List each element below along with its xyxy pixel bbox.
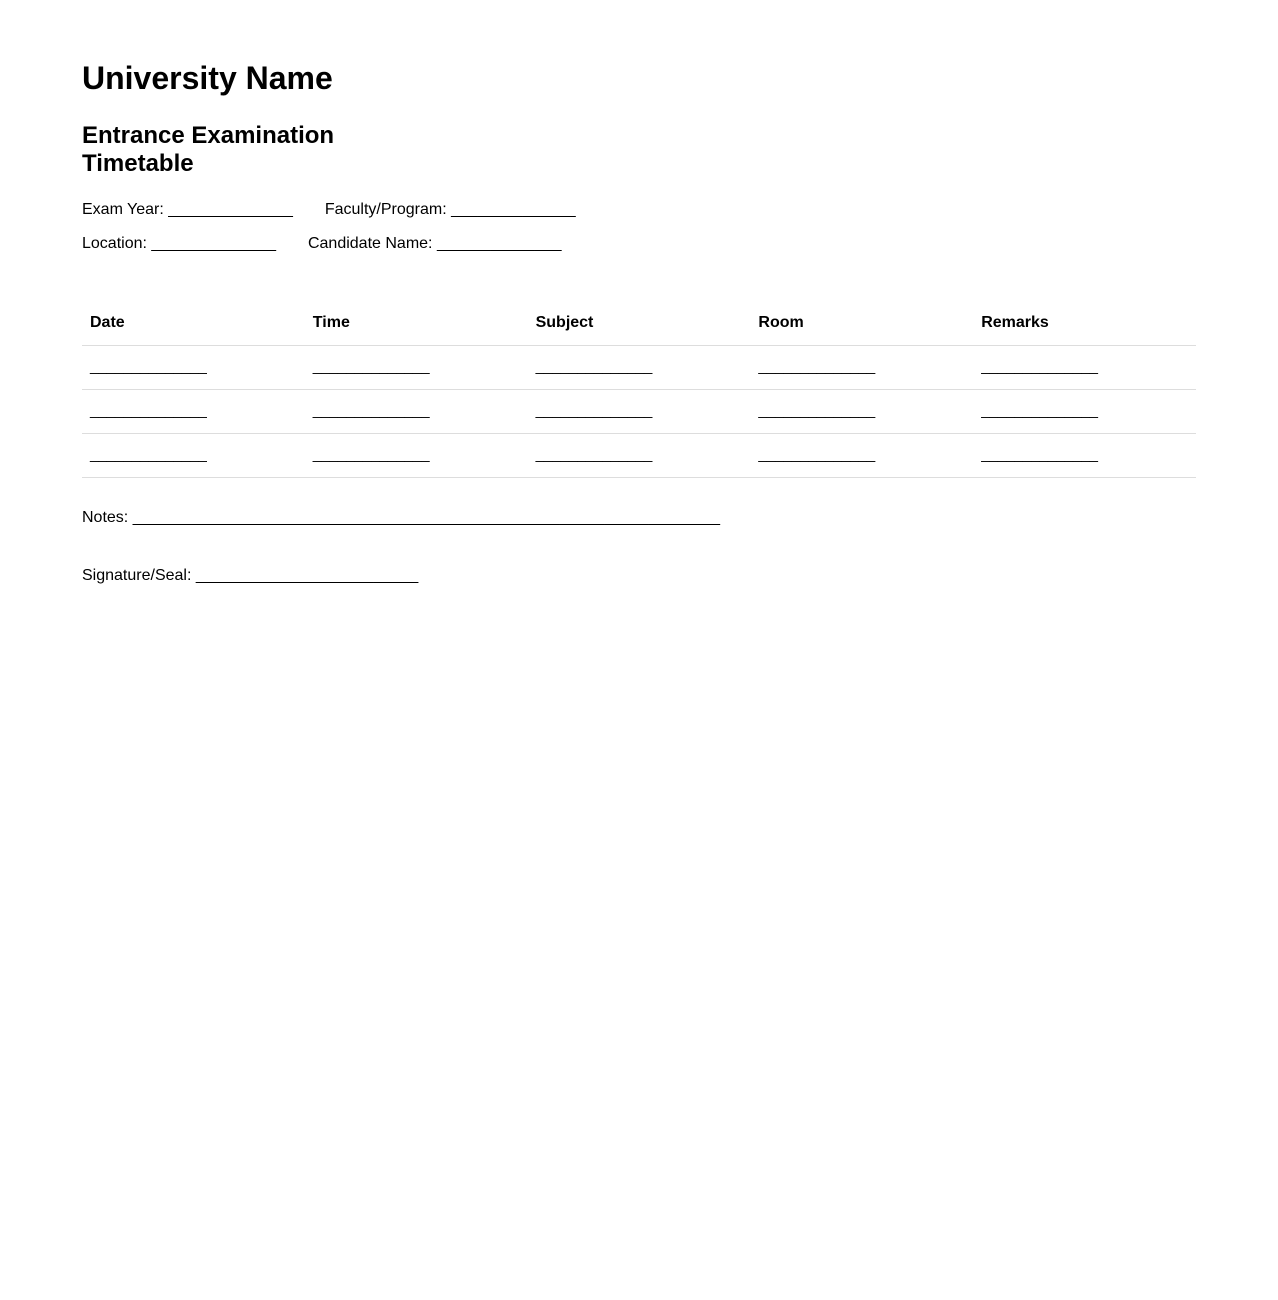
- column-header-time: Time: [305, 302, 528, 346]
- document-page: [0, 0, 1278, 586]
- exam-year-label: Exam Year:: [82, 201, 164, 218]
- location-label: Location:: [82, 235, 147, 252]
- candidate-name-blank[interactable]: ______________: [436, 235, 562, 252]
- timetable-subtitle: Entrance Examination Timetable: [82, 122, 335, 177]
- remarks-cell[interactable]: ______________: [973, 390, 1196, 434]
- room-cell[interactable]: ______________: [750, 390, 973, 434]
- column-header-room: Room: [750, 302, 973, 346]
- time-cell[interactable]: ______________: [305, 390, 528, 434]
- column-header-remarks: Remarks: [973, 302, 1196, 346]
- signature-label: Signature/Seal:: [82, 567, 192, 584]
- timetable-table: [82, 302, 1196, 478]
- location-field[interactable]: [82, 234, 276, 254]
- room-cell[interactable]: ______________: [750, 346, 973, 390]
- exam-year-field[interactable]: [82, 200, 293, 220]
- time-cell[interactable]: ______________: [305, 346, 528, 390]
- subject-cell[interactable]: ______________: [528, 390, 751, 434]
- table-row: [82, 346, 1196, 390]
- subject-cell[interactable]: ______________: [528, 346, 751, 390]
- location-blank[interactable]: ______________: [151, 235, 276, 252]
- meta-row-2: [82, 234, 1196, 254]
- faculty-program-label: Faculty/Program:: [324, 201, 447, 218]
- remarks-cell[interactable]: ______________: [973, 346, 1196, 390]
- signature-field[interactable]: [82, 566, 1196, 586]
- date-cell[interactable]: ______________: [82, 346, 305, 390]
- notes-field[interactable]: [82, 508, 1196, 528]
- date-cell[interactable]: ______________: [82, 434, 305, 478]
- faculty-program-blank[interactable]: ______________: [451, 201, 576, 218]
- table-row: [82, 390, 1196, 434]
- faculty-program-field[interactable]: [325, 200, 576, 220]
- table-row: [82, 434, 1196, 478]
- exam-year-blank[interactable]: ______________: [168, 201, 293, 218]
- university-name-heading: University Name: [82, 60, 333, 96]
- time-cell[interactable]: ______________: [305, 434, 528, 478]
- column-header-subject: Subject: [528, 302, 751, 346]
- remarks-cell[interactable]: ______________: [973, 434, 1196, 478]
- column-header-date: Date: [82, 302, 305, 346]
- subject-cell[interactable]: ______________: [528, 434, 751, 478]
- room-cell[interactable]: ______________: [750, 434, 973, 478]
- signature-blank[interactable]: _________________________: [195, 567, 419, 584]
- notes-label: Notes:: [82, 509, 129, 526]
- table-header-row: [82, 302, 1196, 346]
- candidate-name-field[interactable]: [308, 234, 562, 254]
- meta-row-1: [82, 200, 1196, 220]
- date-cell[interactable]: ______________: [82, 390, 305, 434]
- candidate-name-label: Candidate Name:: [307, 235, 433, 252]
- notes-blank[interactable]: __________________________________________________________________: [132, 509, 720, 526]
